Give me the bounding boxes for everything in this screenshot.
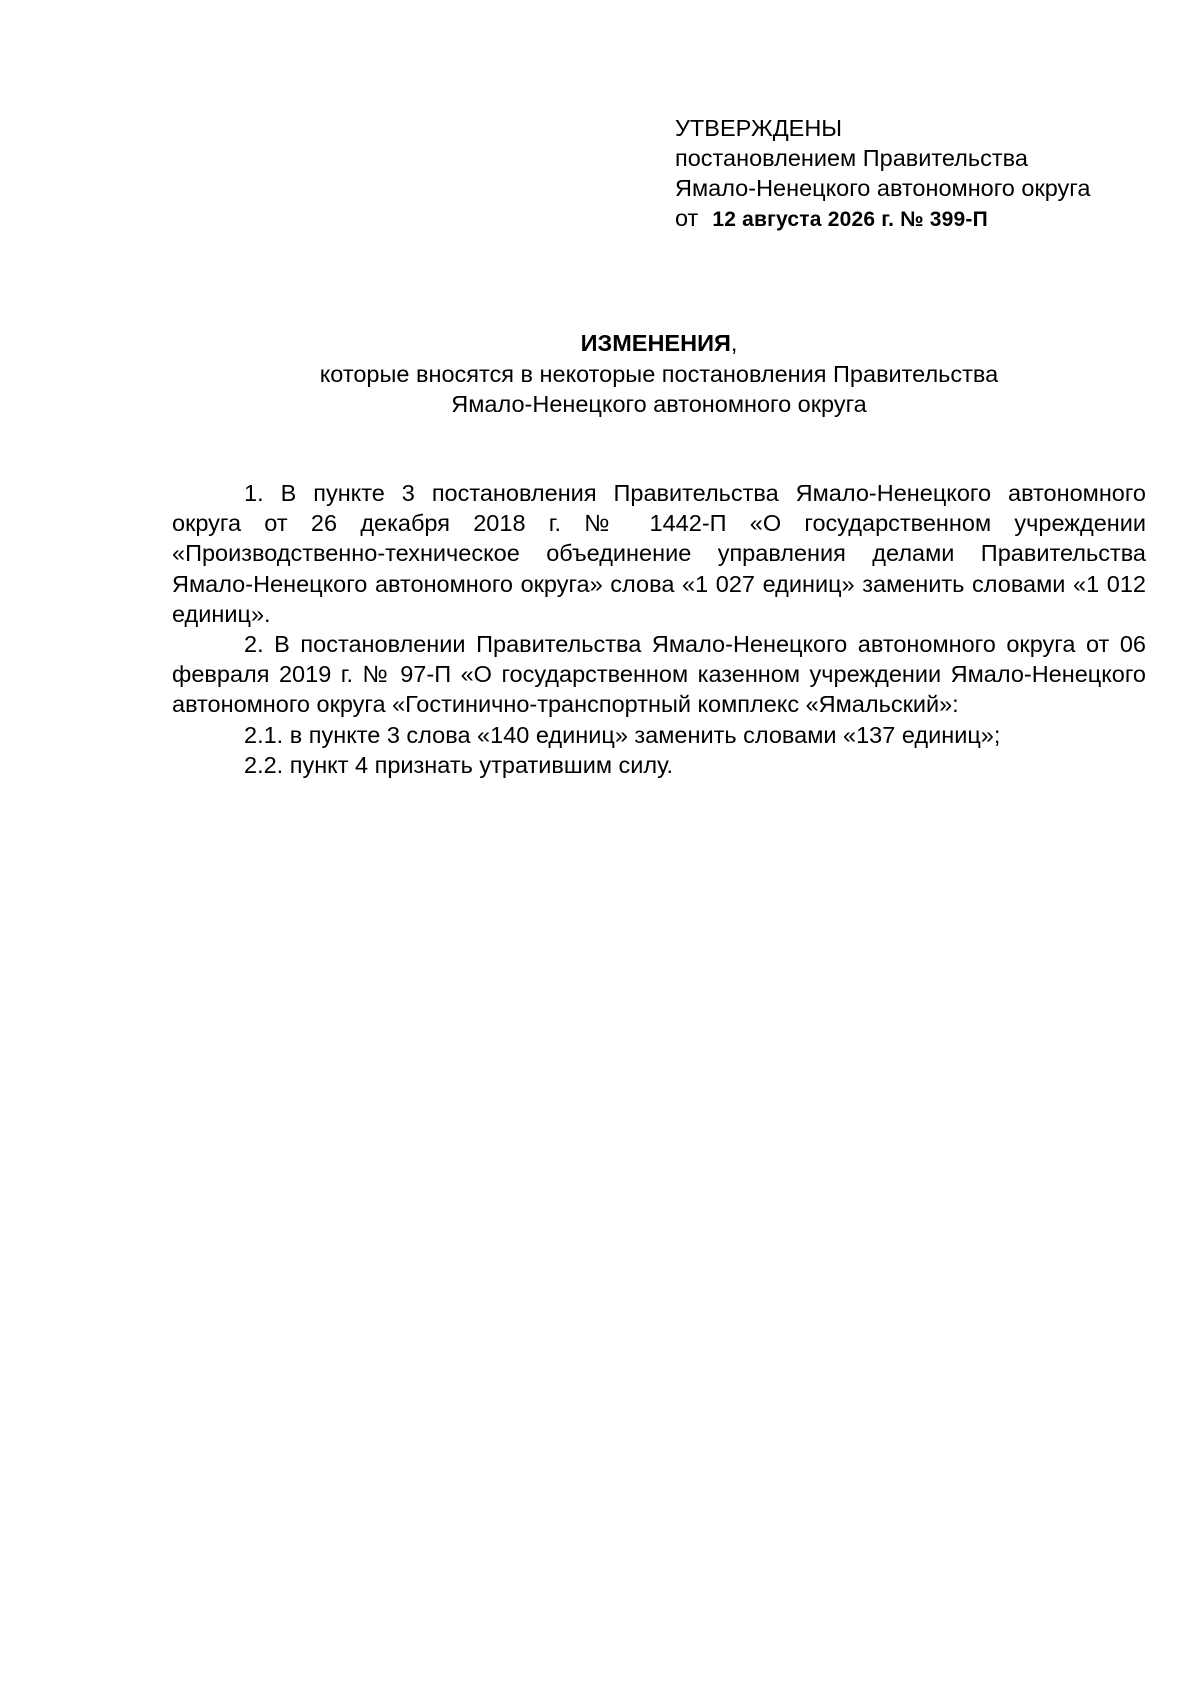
document-subtitle-line-1: которые вносятся в некоторые постановления Правительства	[319, 360, 999, 387]
paragraph-2: 2. В постановлении Правительства Ямало-Ненецкого автономного округа от 06 февраля 2019 г. № 97-П «О государственном казенном учреждении Ямало-Ненецкого автономного округа «Гостинично-транспортный комплекс «Ямальский»:	[172, 631, 1146, 718]
paragraph-1: 1. В пункте 3 постановления Правительства Ямало-Ненецкого автономного округа от 26 декабря 2018 г. № 1442-П «О государственном учреждении «Производственно-техническое объединение управления делами Правительства Ямало-Ненецкого автономного округа» слова «1 027 единиц» заменить словами «1 012 единиц».	[172, 480, 1146, 627]
paragraph-2-2: 2.2. пункт 4 признать утратившим силу.	[244, 751, 674, 778]
document-body	[172, 478, 1146, 780]
document-heading-punct: ,	[730, 330, 738, 356]
document-title-block	[172, 328, 1146, 420]
paragraph-2-1: 2.1. в пункте 3 слова «140 единиц» заменить словами «137 единиц»;	[244, 721, 1001, 748]
document-heading-line	[172, 328, 1146, 359]
approval-date-prefix: от	[675, 205, 699, 231]
approval-block	[675, 113, 1155, 235]
approval-line-2: Ямало-Ненецкого автономного округа	[675, 175, 1091, 201]
approval-date-value: 12 августа 2026 г. № 399-П	[712, 208, 988, 231]
approval-date-line	[675, 203, 1155, 235]
approval-stamp: УТВЕРЖДЕНЫ	[675, 115, 843, 141]
document-subtitle-line-2: Ямало-Ненецкого автономного округа	[451, 391, 867, 417]
approval-line-1: постановлением Правительства	[675, 145, 1028, 171]
document-heading: ИЗМЕНЕНИЯ	[580, 330, 731, 356]
